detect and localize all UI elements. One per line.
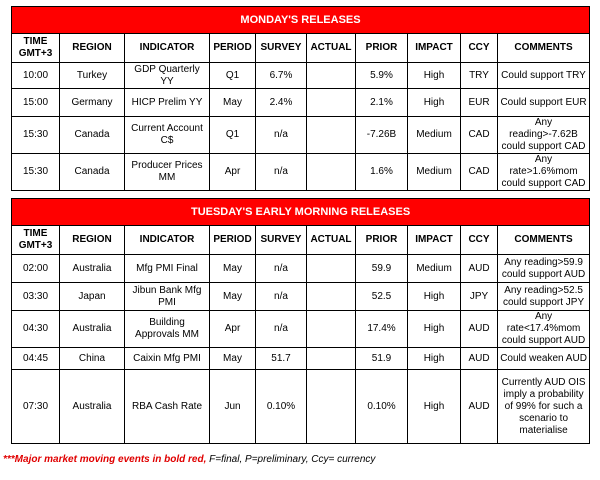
cell-period: Q1 [210, 63, 256, 89]
cell-time: 03:30 [12, 283, 60, 311]
cell-region: Australia [60, 311, 125, 348]
cell-ccy: EUR [461, 89, 498, 117]
footnote-red: ***Major market moving events in bold red, [3, 454, 207, 465]
table-row [12, 154, 590, 191]
footnote [3, 454, 375, 465]
column-header-comments: COMMENTS [498, 34, 590, 63]
cell-survey: n/a [256, 255, 307, 283]
cell-indicator: Jibun Bank Mfg PMI [125, 283, 210, 311]
cell-actual [307, 117, 356, 154]
cell-time: 02:00 [12, 255, 60, 283]
cell-region: Canada [60, 117, 125, 154]
cell-indicator: Mfg PMI Final [125, 255, 210, 283]
cell-ccy: AUD [461, 311, 498, 348]
column-header-time: TIME GMT+3 [12, 226, 60, 255]
cell-impact: Medium [408, 117, 461, 154]
cell-impact: High [408, 283, 461, 311]
cell-actual [307, 348, 356, 370]
cell-ccy: TRY [461, 63, 498, 89]
column-header-region: REGION [60, 34, 125, 63]
cell-survey: n/a [256, 283, 307, 311]
cell-region: Japan [60, 283, 125, 311]
cell-time: 15:00 [12, 89, 60, 117]
cell-ccy: AUD [461, 255, 498, 283]
table-row [12, 117, 590, 154]
cell-period: May [210, 283, 256, 311]
column-header-survey: SURVEY [256, 226, 307, 255]
column-header-indicator: INDICATOR [125, 34, 210, 63]
cell-period: Apr [210, 154, 256, 191]
cell-impact: High [408, 311, 461, 348]
table-row [12, 283, 590, 311]
cell-indicator: GDP Quarterly YY [125, 63, 210, 89]
table-row [12, 311, 590, 348]
column-header-prior: PRIOR [356, 34, 408, 63]
cell-comments: Could support TRY [498, 63, 590, 89]
cell-actual [307, 255, 356, 283]
cell-prior: 17.4% [356, 311, 408, 348]
footnote-rest: F=final, P=preliminary, Ccy= currency [206, 454, 376, 465]
cell-time: 07:30 [12, 370, 60, 444]
cell-indicator: RBA Cash Rate [125, 370, 210, 444]
cell-comments: Any reading>59.9 could support AUD [498, 255, 590, 283]
cell-region: China [60, 348, 125, 370]
table-row [12, 255, 590, 283]
monday-banner: MONDAY'S RELEASES [12, 7, 590, 34]
cell-indicator: HICP Prelim YY [125, 89, 210, 117]
cell-region: Australia [60, 255, 125, 283]
column-header-ccy: CCY [461, 34, 498, 63]
cell-impact: High [408, 63, 461, 89]
cell-ccy: AUD [461, 348, 498, 370]
table-row [12, 370, 590, 444]
column-header-period: PERIOD [210, 226, 256, 255]
cell-region: Canada [60, 154, 125, 191]
cell-prior: 5.9% [356, 63, 408, 89]
monday-table [11, 6, 590, 191]
column-header-ccy: CCY [461, 226, 498, 255]
cell-comments: Could weaken AUD [498, 348, 590, 370]
cell-time: 04:45 [12, 348, 60, 370]
cell-indicator: Caixin Mfg PMI [125, 348, 210, 370]
cell-comments: Could support EUR [498, 89, 590, 117]
cell-period: Q1 [210, 117, 256, 154]
cell-actual [307, 154, 356, 191]
table-row [12, 63, 590, 89]
cell-time: 15:30 [12, 154, 60, 191]
cell-actual [307, 89, 356, 117]
cell-region: Germany [60, 89, 125, 117]
cell-indicator: Producer Prices MM [125, 154, 210, 191]
table-row [12, 348, 590, 370]
cell-comments: Any reading>52.5 could support JPY [498, 283, 590, 311]
cell-prior: 59.9 [356, 255, 408, 283]
cell-comments: Currently AUD OIS imply a probability of 99% for such a scenario to materialise [498, 370, 590, 444]
tuesday-body [12, 255, 590, 444]
cell-period: Apr [210, 311, 256, 348]
cell-prior: 51.9 [356, 348, 408, 370]
cell-actual [307, 63, 356, 89]
cell-period: May [210, 255, 256, 283]
cell-period: May [210, 89, 256, 117]
cell-prior: 2.1% [356, 89, 408, 117]
cell-survey: 0.10% [256, 370, 307, 444]
column-header-actual: ACTUAL [307, 34, 356, 63]
cell-time: 15:30 [12, 117, 60, 154]
cell-period: May [210, 348, 256, 370]
cell-survey: n/a [256, 311, 307, 348]
cell-prior: -7.26B [356, 117, 408, 154]
cell-comments: Any rate<17.4%mom could support AUD [498, 311, 590, 348]
cell-time: 10:00 [12, 63, 60, 89]
releases-calendar [11, 6, 589, 444]
column-header-impact: IMPACT [408, 226, 461, 255]
cell-actual [307, 283, 356, 311]
tuesday-header-row [12, 226, 590, 255]
column-header-actual: ACTUAL [307, 226, 356, 255]
cell-impact: Medium [408, 255, 461, 283]
cell-ccy: AUD [461, 370, 498, 444]
cell-prior: 0.10% [356, 370, 408, 444]
cell-impact: High [408, 89, 461, 117]
cell-region: Turkey [60, 63, 125, 89]
cell-impact: Medium [408, 154, 461, 191]
cell-comments: Any reading>-7.62B could support CAD [498, 117, 590, 154]
cell-survey: 6.7% [256, 63, 307, 89]
tuesday-banner: TUESDAY'S EARLY MORNING RELEASES [12, 199, 590, 226]
cell-impact: High [408, 370, 461, 444]
column-header-impact: IMPACT [408, 34, 461, 63]
cell-survey: n/a [256, 117, 307, 154]
column-header-survey: SURVEY [256, 34, 307, 63]
cell-time: 04:30 [12, 311, 60, 348]
table-row [12, 89, 590, 117]
cell-indicator: Building Approvals MM [125, 311, 210, 348]
cell-ccy: CAD [461, 154, 498, 191]
column-header-comments: COMMENTS [498, 226, 590, 255]
cell-actual [307, 370, 356, 444]
cell-ccy: CAD [461, 117, 498, 154]
cell-indicator: Current Account C$ [125, 117, 210, 154]
column-header-period: PERIOD [210, 34, 256, 63]
cell-prior: 52.5 [356, 283, 408, 311]
cell-survey: 2.4% [256, 89, 307, 117]
monday-body [12, 63, 590, 191]
cell-impact: High [408, 348, 461, 370]
cell-region: Australia [60, 370, 125, 444]
monday-header-row [12, 34, 590, 63]
cell-period: Jun [210, 370, 256, 444]
column-header-prior: PRIOR [356, 226, 408, 255]
tuesday-table [11, 198, 590, 444]
column-header-indicator: INDICATOR [125, 226, 210, 255]
cell-prior: 1.6% [356, 154, 408, 191]
cell-survey: n/a [256, 154, 307, 191]
cell-ccy: JPY [461, 283, 498, 311]
column-header-time: TIME GMT+3 [12, 34, 60, 63]
cell-survey: 51.7 [256, 348, 307, 370]
cell-actual [307, 311, 356, 348]
cell-comments: Any rate>1.6%mom could support CAD [498, 154, 590, 191]
column-header-region: REGION [60, 226, 125, 255]
